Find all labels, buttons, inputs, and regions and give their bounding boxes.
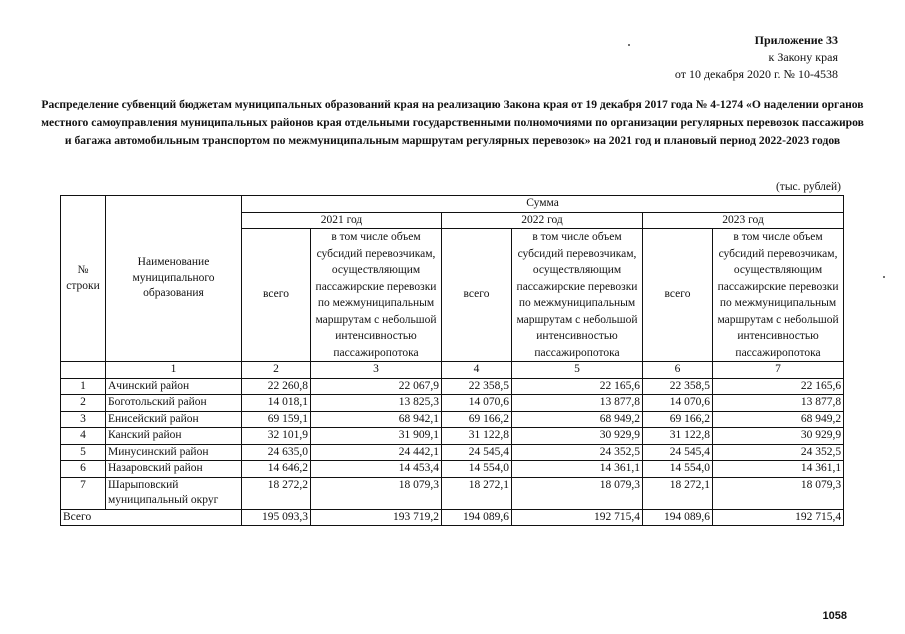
colnum-2: 2 (242, 362, 311, 379)
cell-2022-total: 31 122,8 (442, 428, 512, 445)
cell-2021-total: 24 635,0 (242, 444, 311, 461)
cell-2023-subsidy: 68 949,2 (713, 411, 844, 428)
cell-2021-total: 18 272,2 (242, 477, 311, 509)
row-number: 4 (61, 428, 106, 445)
row-name: Канский район (106, 428, 242, 445)
cell-2021-subsidy: 13 825,3 (311, 395, 442, 412)
cell-2022-subsidy: 18 079,3 (512, 477, 643, 509)
cell-2021-subsidy: 18 079,3 (311, 477, 442, 509)
header-year-2022: 2022 год (442, 212, 643, 229)
colnum-7: 7 (713, 362, 844, 379)
cell-2023-subsidy: 22 165,6 (713, 378, 844, 395)
row-number: 5 (61, 444, 106, 461)
total-2023-total: 194 089,6 (643, 509, 713, 526)
row-name: Назаровский район (106, 461, 242, 478)
row-name: Минусинский район (106, 444, 242, 461)
cell-2022-total: 69 166,2 (442, 411, 512, 428)
units-label: (тыс. рублей) (775, 181, 841, 193)
cell-2022-subsidy: 14 361,1 (512, 461, 643, 478)
header-name: Наименование муниципального образования (106, 196, 242, 362)
cell-2023-subsidy: 14 361,1 (713, 461, 844, 478)
cell-2023-subsidy: 13 877,8 (713, 395, 844, 412)
table-row (61, 461, 844, 478)
row-number: 7 (61, 477, 106, 509)
row-number: 1 (61, 378, 106, 395)
cell-2023-total: 14 554,0 (643, 461, 713, 478)
header-year-2021: 2021 год (242, 212, 442, 229)
header-total-2023: всего (643, 229, 713, 362)
header-num: № строки (61, 196, 106, 362)
header-subsidy-2023: в том числе объем субсидий перевозчикам, осуществляющим пассажирские перевозки по межмуниципальным маршрутам с небольшой интенсивностью пассажиропотока (713, 229, 844, 362)
cell-2021-subsidy: 22 067,9 (311, 378, 442, 395)
table-row (61, 378, 844, 395)
header-total-2022: всего (442, 229, 512, 362)
cell-2021-total: 32 101,9 (242, 428, 311, 445)
total-2022-subsidy: 192 715,4 (512, 509, 643, 526)
cell-2021-total: 22 260,8 (242, 378, 311, 395)
row-name: Шарыповский муниципальный округ (106, 477, 242, 509)
total-2022-total: 194 089,6 (442, 509, 512, 526)
table-row (61, 444, 844, 461)
cell-2023-total: 22 358,5 (643, 378, 713, 395)
cell-2023-total: 18 272,1 (643, 477, 713, 509)
appendix-title: Приложение 33 (754, 33, 838, 47)
subsidy-table (60, 195, 844, 526)
colnum-6: 6 (643, 362, 713, 379)
header-row-sum (61, 196, 844, 213)
table-row (61, 477, 844, 509)
row-name: Ачинский район (106, 378, 242, 395)
colnum-1: 1 (106, 362, 242, 379)
cell-2021-total: 14 646,2 (242, 461, 311, 478)
table-row (61, 428, 844, 445)
colnum-5: 5 (512, 362, 643, 379)
cell-2023-subsidy: 24 352,5 (713, 444, 844, 461)
table-row (61, 411, 844, 428)
total-label: Всего (61, 509, 242, 526)
total-row (61, 509, 844, 526)
colnum-blank (61, 362, 106, 379)
page-number: 1058 (822, 610, 847, 622)
header-year-2023: 2023 год (643, 212, 844, 229)
total-2021-subsidy: 193 719,2 (311, 509, 442, 526)
total-2021-total: 195 093,3 (242, 509, 311, 526)
cell-2022-total: 14 070,6 (442, 395, 512, 412)
cell-2021-subsidy: 31 909,1 (311, 428, 442, 445)
cell-2022-total: 24 545,4 (442, 444, 512, 461)
row-number: 2 (61, 395, 106, 412)
row-number: 6 (61, 461, 106, 478)
cell-2021-total: 14 018,1 (242, 395, 311, 412)
cell-2023-total: 69 166,2 (643, 411, 713, 428)
cell-2022-subsidy: 22 165,6 (512, 378, 643, 395)
row-name: Боготольский район (106, 395, 242, 412)
header-subsidy-2021: в том числе объем субсидий перевозчикам, осуществляющим пассажирские перевозки по межмуниципальным маршрутам с небольшой интенсивностью пассажиропотока (311, 229, 442, 362)
colnum-4: 4 (442, 362, 512, 379)
document-title: Распределение субвенций бюджетам муниципальных образований края на реализацию Закона края от 19 декабря 2017 года № 4-1274 «О наделении органов местного самоуправления муниципальных районов края отдельными государственными полномочиями по организации регулярных перевозок пассажиров и багажа автомобильным транспортом по межмуниципальным маршрутам регулярных перевозок» на 2021 год и плановый период 2022-2023 годов (41, 98, 864, 147)
header-sum: Сумма (242, 196, 844, 213)
cell-2021-subsidy: 68 942,1 (311, 411, 442, 428)
cell-2022-total: 22 358,5 (442, 378, 512, 395)
cell-2022-subsidy: 13 877,8 (512, 395, 643, 412)
cell-2023-total: 14 070,6 (643, 395, 713, 412)
cell-2021-total: 69 159,1 (242, 411, 311, 428)
cell-2022-total: 18 272,1 (442, 477, 512, 509)
scan-speck (883, 276, 885, 278)
cell-2023-subsidy: 30 929,9 (713, 428, 844, 445)
row-name: Енисейский район (106, 411, 242, 428)
cell-2023-subsidy: 18 079,3 (713, 477, 844, 509)
row-number: 3 (61, 411, 106, 428)
cell-2023-total: 24 545,4 (643, 444, 713, 461)
header-total-2021: всего (242, 229, 311, 362)
total-2023-subsidy: 192 715,4 (713, 509, 844, 526)
scan-speck (628, 44, 630, 46)
cell-2023-total: 31 122,8 (643, 428, 713, 445)
cell-2022-subsidy: 68 949,2 (512, 411, 643, 428)
cell-2022-subsidy: 30 929,9 (512, 428, 643, 445)
column-number-row (61, 362, 844, 379)
header-subsidy-2022: в том числе объем субсидий перевозчикам, осуществляющим пассажирские перевозки по межмуниципальным маршрутам с небольшой интенсивностью пассажиропотока (512, 229, 643, 362)
cell-2022-subsidy: 24 352,5 (512, 444, 643, 461)
cell-2021-subsidy: 24 442,1 (311, 444, 442, 461)
table-row (61, 395, 844, 412)
appendix-law-ref: к Закону края (768, 50, 838, 64)
cell-2021-subsidy: 14 453,4 (311, 461, 442, 478)
appendix-date-ref: от 10 декабря 2020 г. № 10-4538 (674, 67, 838, 81)
appendix-block (675, 32, 838, 83)
cell-2022-total: 14 554,0 (442, 461, 512, 478)
colnum-3: 3 (311, 362, 442, 379)
